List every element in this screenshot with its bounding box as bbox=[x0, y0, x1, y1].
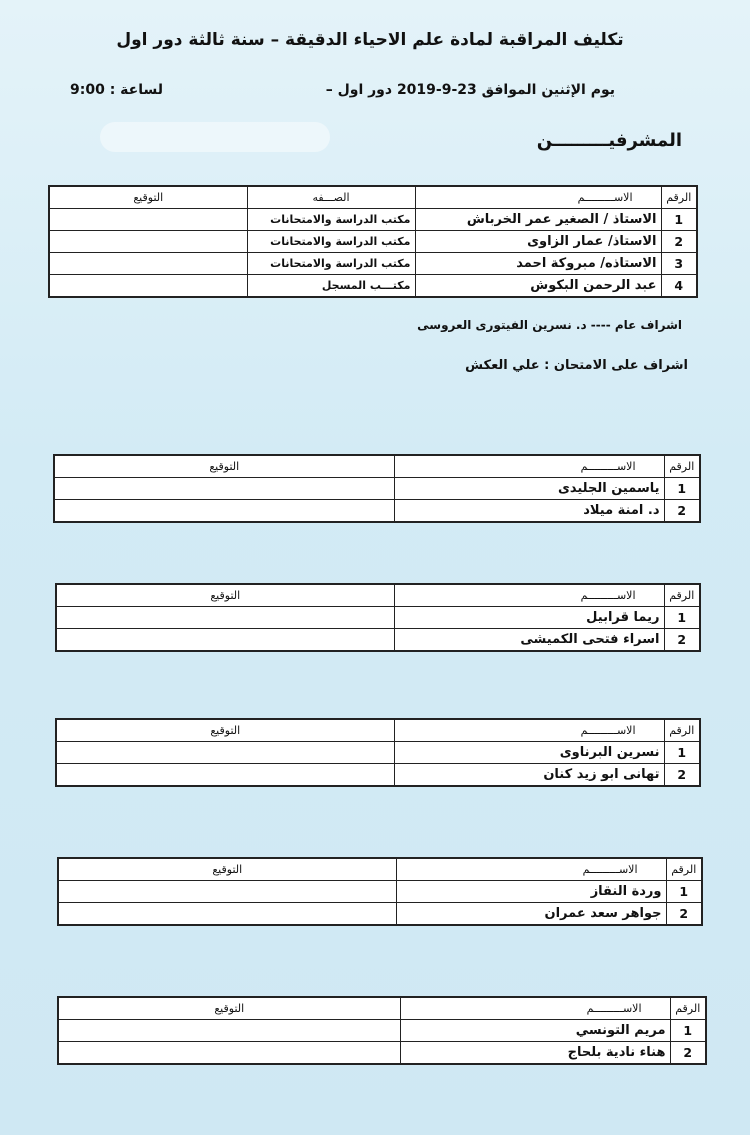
room-table-3 bbox=[55, 718, 701, 787]
staff-table bbox=[48, 185, 698, 298]
signature-cell[interactable] bbox=[56, 764, 394, 787]
row-role: مكتب الدراسة والامتحانات bbox=[247, 209, 415, 231]
row-name: مريم التونسي bbox=[400, 1020, 670, 1042]
exam-time: لساعة : 9:00 bbox=[70, 82, 163, 98]
general-supervision: اشراف عام ---- د. نسرين الفيتورى العروسى bbox=[417, 318, 682, 332]
signature-cell[interactable] bbox=[56, 607, 394, 629]
table-row bbox=[58, 903, 702, 926]
staff-table-header bbox=[49, 186, 697, 209]
row-name: وردة النقاز bbox=[396, 881, 666, 903]
row-num: 1 bbox=[664, 478, 700, 500]
table-row bbox=[49, 275, 697, 298]
row-num: 3 bbox=[661, 253, 697, 275]
document-title: تكليف المراقبة لمادة علم الاحياء الدقيقة – سنة ثالثة دور اول bbox=[116, 30, 624, 50]
supervisors-heading bbox=[537, 130, 682, 151]
header-name: الاســـــــــم bbox=[394, 719, 664, 742]
table-row bbox=[56, 607, 700, 629]
row-name: تهانى ابو زيد كنان bbox=[394, 764, 664, 787]
header-num: الرقم bbox=[661, 186, 697, 209]
table-row bbox=[56, 742, 700, 764]
row-num: 1 bbox=[661, 209, 697, 231]
signature-cell[interactable] bbox=[58, 881, 396, 903]
header-name: الاســـــــــم bbox=[394, 455, 664, 478]
room-table-header bbox=[56, 584, 700, 607]
table-row bbox=[56, 764, 700, 787]
row-name: اسراء فتحى الكميشى bbox=[394, 629, 664, 652]
supervisors-heading-text: المشرفيـــــــــن bbox=[536, 130, 682, 151]
table-row bbox=[49, 231, 697, 253]
room-table-5 bbox=[57, 996, 707, 1065]
header-role: الصـــفه bbox=[247, 186, 415, 209]
row-name: الاستاذ / الصغير عمر الخرباش bbox=[415, 209, 661, 231]
row-role: مكتـــب المسجل bbox=[247, 275, 415, 298]
header-num: الرقم bbox=[664, 455, 700, 478]
row-num: 2 bbox=[661, 231, 697, 253]
row-name: د. امنة ميلاد bbox=[394, 500, 664, 523]
table-row bbox=[58, 1020, 706, 1042]
signature-cell[interactable] bbox=[56, 629, 394, 652]
signature-cell[interactable] bbox=[54, 500, 394, 523]
room-table-header bbox=[58, 997, 706, 1020]
exam-date: يوم الإثنين الموافق 23-9-2019 دور اول – bbox=[325, 82, 615, 98]
table-row bbox=[49, 253, 697, 275]
row-name: ياسمين الجليدى bbox=[394, 478, 664, 500]
header-signature: التوقيع bbox=[56, 719, 394, 742]
row-num: 1 bbox=[664, 607, 700, 629]
row-num: 4 bbox=[661, 275, 697, 298]
header-signature: التوقيع bbox=[49, 186, 247, 209]
header-name: الاســـــــــم bbox=[400, 997, 670, 1020]
signature-cell[interactable] bbox=[49, 253, 247, 275]
signature-cell[interactable] bbox=[49, 231, 247, 253]
header-signature: التوقيع bbox=[54, 455, 394, 478]
row-name: هناء نادية بلحاج bbox=[400, 1042, 670, 1065]
header-signature: التوقيع bbox=[58, 997, 400, 1020]
table-row bbox=[58, 881, 702, 903]
header-name: الاســـــــــم bbox=[415, 186, 661, 209]
row-num: 2 bbox=[664, 500, 700, 523]
row-name: الاستاذه/ مبروكة احمد bbox=[415, 253, 661, 275]
table-row bbox=[56, 629, 700, 652]
room-table-1 bbox=[53, 454, 701, 523]
row-num: 2 bbox=[666, 903, 702, 926]
row-num: 2 bbox=[664, 629, 700, 652]
row-num: 1 bbox=[664, 742, 700, 764]
room-table-header bbox=[54, 455, 700, 478]
table-row bbox=[54, 478, 700, 500]
row-name: جواهر سعد عمران bbox=[396, 903, 666, 926]
redacted-area bbox=[100, 122, 330, 152]
header-num: الرقم bbox=[664, 584, 700, 607]
table-row bbox=[54, 500, 700, 523]
signature-cell[interactable] bbox=[58, 903, 396, 926]
header-signature: التوقيع bbox=[58, 858, 396, 881]
signature-cell[interactable] bbox=[49, 275, 247, 298]
signature-cell[interactable] bbox=[58, 1042, 400, 1065]
row-role: مكتب الدراسة والامتحانات bbox=[247, 231, 415, 253]
room-table-4 bbox=[57, 857, 703, 926]
table-row bbox=[58, 1042, 706, 1065]
room-table-header bbox=[56, 719, 700, 742]
header-name: الاســـــــــم bbox=[394, 584, 664, 607]
exam-supervision: اشراف على الامتحان : علي العكش bbox=[465, 358, 688, 373]
header-num: الرقم bbox=[670, 997, 706, 1020]
row-name: ريما قرابيل bbox=[394, 607, 664, 629]
header-signature: التوقيع bbox=[56, 584, 394, 607]
row-num: 1 bbox=[666, 881, 702, 903]
header-num: الرقم bbox=[664, 719, 700, 742]
room-table-header bbox=[58, 858, 702, 881]
signature-cell[interactable] bbox=[54, 478, 394, 500]
signature-cell[interactable] bbox=[56, 742, 394, 764]
signature-cell[interactable] bbox=[49, 209, 247, 231]
row-name: نسرين البرناوى bbox=[394, 742, 664, 764]
row-num: 2 bbox=[664, 764, 700, 787]
row-num: 1 bbox=[670, 1020, 706, 1042]
header-name: الاســـــــــم bbox=[396, 858, 666, 881]
row-name: عبد الرحمن البكوش bbox=[415, 275, 661, 298]
signature-cell[interactable] bbox=[58, 1020, 400, 1042]
header-num: الرقم bbox=[666, 858, 702, 881]
room-table-2 bbox=[55, 583, 701, 652]
table-row bbox=[49, 209, 697, 231]
row-name: الاستاذ/ عمار الزاوى bbox=[415, 231, 661, 253]
row-num: 2 bbox=[670, 1042, 706, 1065]
row-role: مكتب الدراسة والامتحانات bbox=[247, 253, 415, 275]
